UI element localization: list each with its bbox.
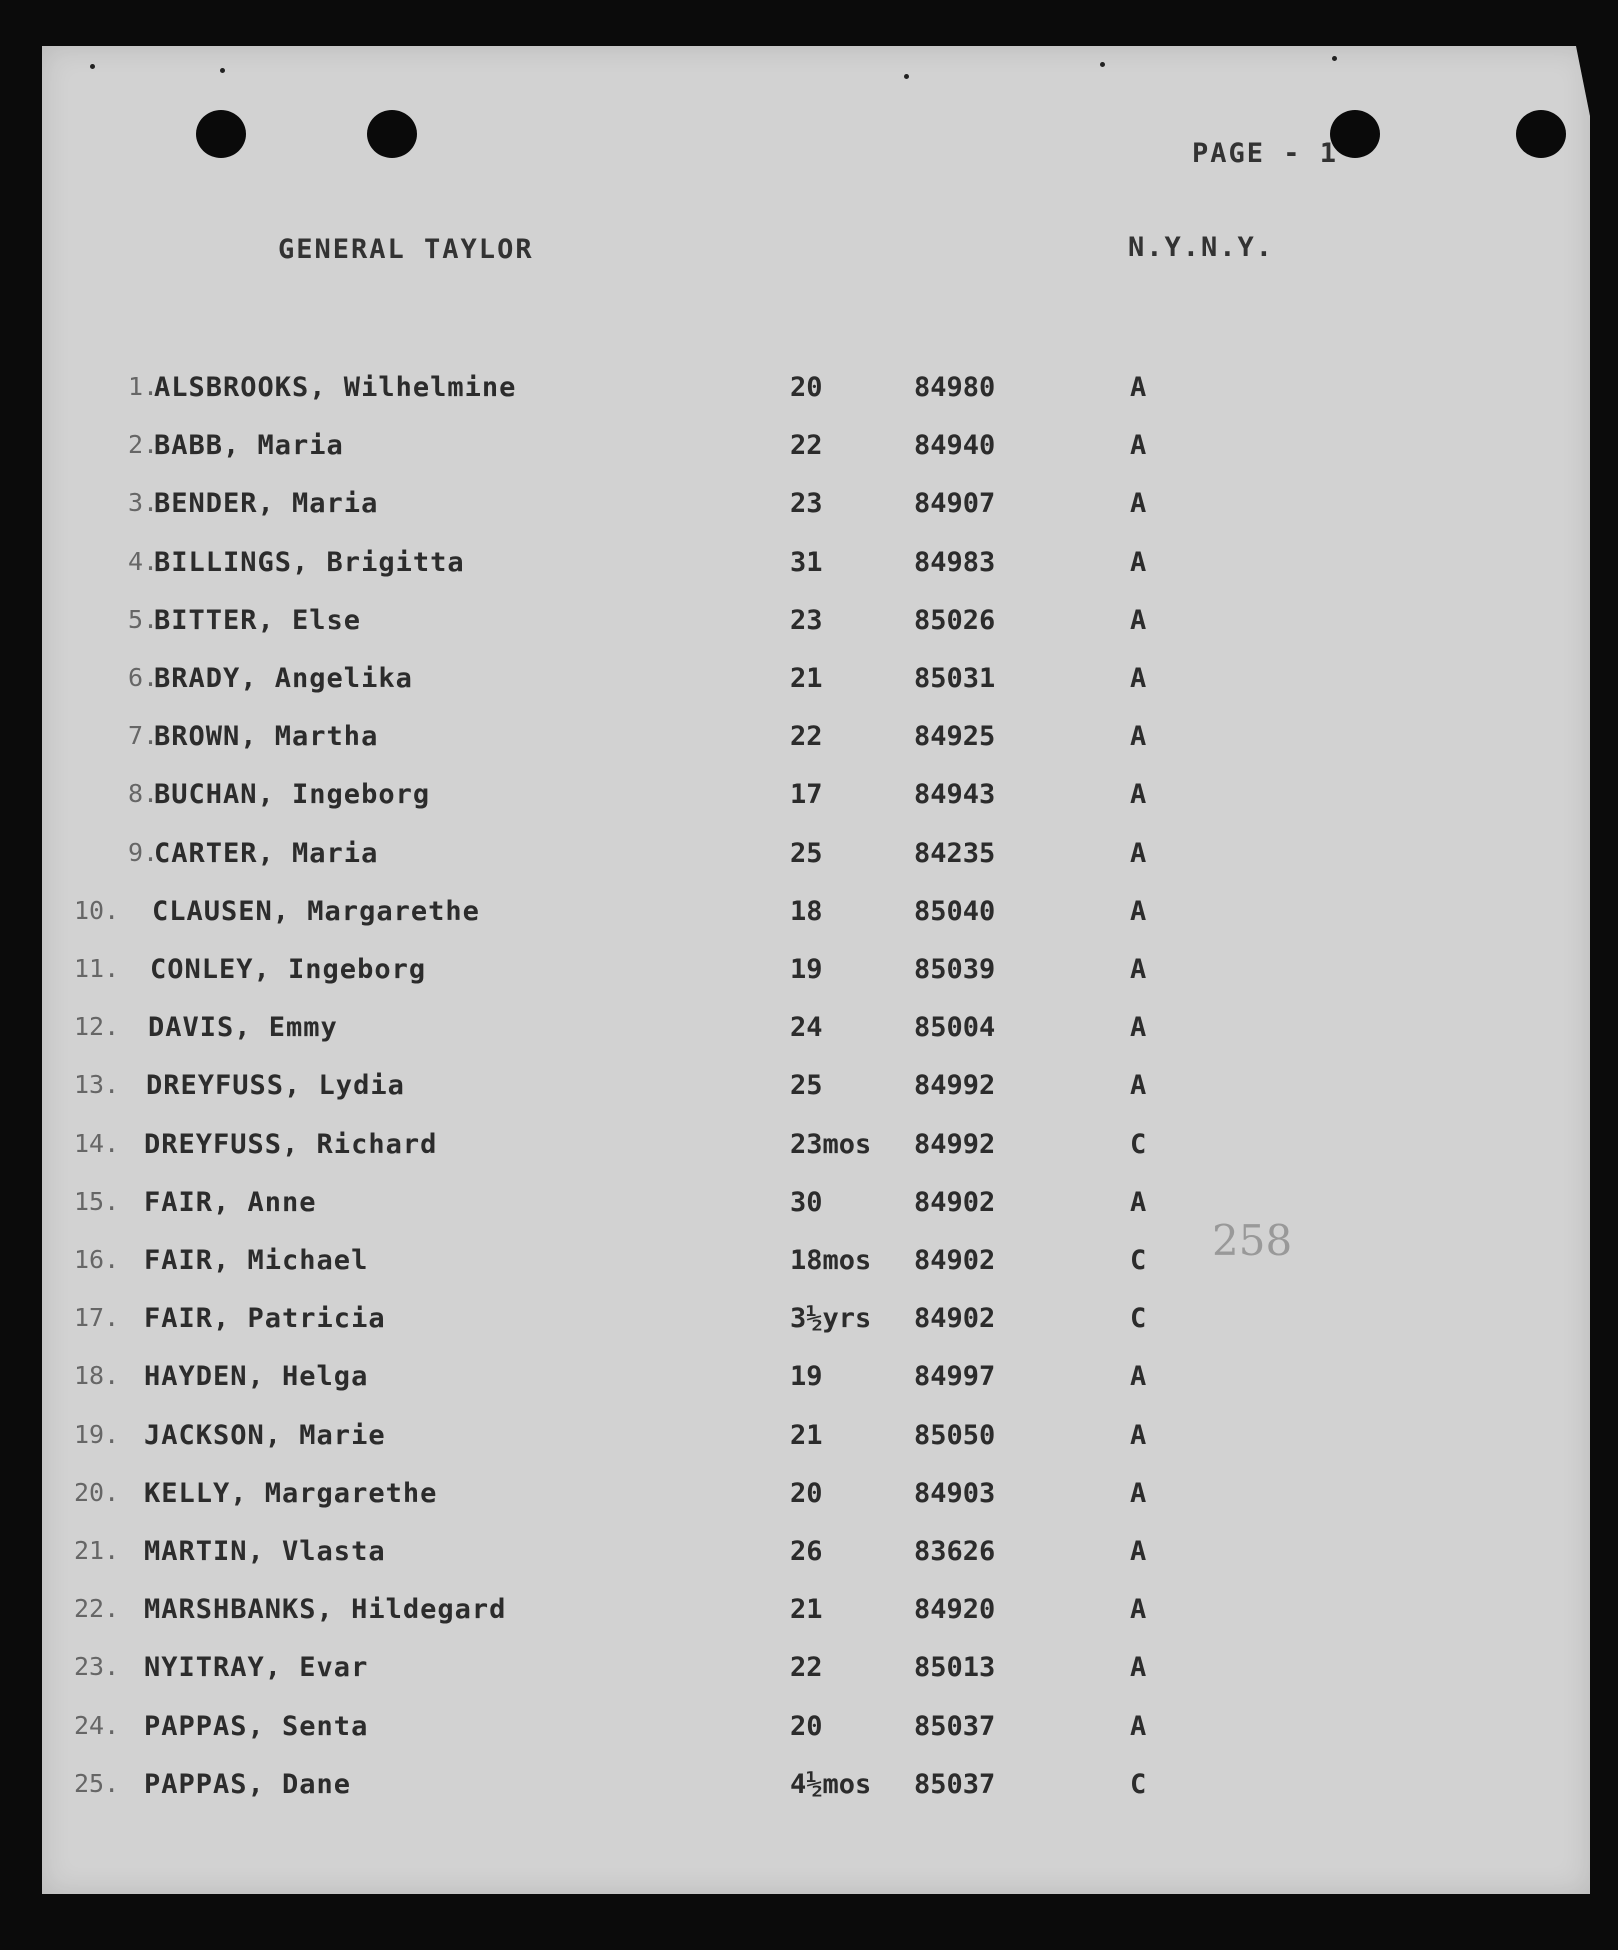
row-number: 23.: [74, 1652, 120, 1681]
table-row: [42, 547, 1590, 587]
passenger-class: A: [1130, 605, 1147, 636]
passenger-age: 22: [790, 430, 823, 461]
port-code: N.Y.N.Y.: [1128, 232, 1275, 263]
passenger-name: CLAUSEN, Margarethe: [152, 896, 480, 927]
table-row: [42, 1187, 1590, 1227]
passenger-class: A: [1130, 1420, 1147, 1451]
passenger-name: PAPPAS, Senta: [144, 1711, 369, 1742]
passenger-class: A: [1130, 896, 1147, 927]
passenger-class: A: [1130, 838, 1147, 869]
passenger-age: 19: [790, 954, 823, 985]
passenger-age: 17: [790, 779, 823, 810]
passenger-name: MARSHBANKS, Hildegard: [144, 1594, 507, 1625]
passenger-id: 85040: [914, 896, 996, 927]
passenger-name: BUCHAN, Ingeborg: [154, 779, 431, 810]
passenger-id: 84992: [914, 1070, 996, 1101]
passenger-id: 85037: [914, 1769, 996, 1800]
passenger-id: 84992: [914, 1129, 996, 1160]
passenger-name: CONLEY, Ingeborg: [150, 954, 427, 985]
torn-corner: [1576, 46, 1590, 116]
passenger-class: C: [1130, 1303, 1147, 1334]
passenger-age: 20: [790, 1478, 823, 1509]
table-row: [42, 605, 1590, 645]
passenger-name: BRADY, Angelika: [154, 663, 413, 694]
passenger-age: 25: [790, 838, 823, 869]
passenger-id: 84902: [914, 1245, 996, 1276]
row-number: 24.: [74, 1711, 120, 1740]
passenger-class: C: [1130, 1245, 1147, 1276]
passenger-class: A: [1130, 547, 1147, 578]
row-number: 9.: [128, 838, 159, 867]
table-row: [42, 1769, 1590, 1809]
passenger-id: 85031: [914, 663, 996, 694]
passenger-name: BITTER, Else: [154, 605, 362, 636]
handwritten-annotation: 258: [1212, 1216, 1293, 1265]
row-number: 4.: [128, 547, 159, 576]
passenger-age: 19: [790, 1361, 823, 1392]
passenger-age: 21: [790, 663, 823, 694]
passenger-id: 84902: [914, 1303, 996, 1334]
ink-speck: [1332, 56, 1337, 61]
punch-hole: [196, 110, 246, 158]
row-number: 20.: [74, 1478, 120, 1507]
passenger-class: A: [1130, 1652, 1147, 1683]
row-number: 11.: [74, 954, 120, 983]
passenger-age: 18: [790, 896, 823, 927]
passenger-id: 84920: [914, 1594, 996, 1625]
passenger-id: 84997: [914, 1361, 996, 1392]
passenger-name: DAVIS, Emmy: [148, 1012, 338, 1043]
passenger-id: 84980: [914, 372, 996, 403]
passenger-id: 84235: [914, 838, 996, 869]
passenger-name: HAYDEN, Helga: [144, 1361, 369, 1392]
passenger-id: 84925: [914, 721, 996, 752]
passenger-age: 23: [790, 488, 823, 519]
passenger-class: A: [1130, 1012, 1147, 1043]
table-row: [42, 1478, 1590, 1518]
passenger-class: A: [1130, 663, 1147, 694]
table-row: [42, 430, 1590, 470]
table-row: [42, 1070, 1590, 1110]
page-number: PAGE - 1: [1192, 138, 1339, 169]
row-number: 3.: [128, 488, 159, 517]
passenger-age: 20: [790, 1711, 823, 1742]
row-number: 15.: [74, 1187, 120, 1216]
ship-name: GENERAL TAYLOR: [278, 234, 534, 265]
passenger-age: 31: [790, 547, 823, 578]
table-row: [42, 663, 1590, 703]
table-row: [42, 1129, 1590, 1169]
passenger-class: A: [1130, 1536, 1147, 1567]
passenger-class: A: [1130, 1478, 1147, 1509]
table-row: [42, 1361, 1590, 1401]
row-number: 21.: [74, 1536, 120, 1565]
passenger-name: DREYFUSS, Lydia: [146, 1070, 405, 1101]
passenger-id: 85037: [914, 1711, 996, 1742]
passenger-age: 24: [790, 1012, 823, 1043]
passenger-id: 85039: [914, 954, 996, 985]
table-row: [42, 896, 1590, 936]
table-row: [42, 838, 1590, 878]
row-number: 2.: [128, 430, 159, 459]
passenger-class: C: [1130, 1769, 1147, 1800]
row-number: 8.: [128, 779, 159, 808]
passenger-id: 84902: [914, 1187, 996, 1218]
passenger-class: A: [1130, 372, 1147, 403]
table-row: [42, 1536, 1590, 1576]
row-number: 12.: [74, 1012, 120, 1041]
row-number: 14.: [74, 1129, 120, 1158]
passenger-age: 30: [790, 1187, 823, 1218]
passenger-name: PAPPAS, Dane: [144, 1769, 352, 1800]
row-number: 17.: [74, 1303, 120, 1332]
passenger-name: CARTER, Maria: [154, 838, 379, 869]
passenger-name: FAIR, Patricia: [144, 1303, 386, 1334]
passenger-name: BABB, Maria: [154, 430, 344, 461]
passenger-name: FAIR, Michael: [144, 1245, 369, 1276]
passenger-class: A: [1130, 430, 1147, 461]
table-row: [42, 488, 1590, 528]
passenger-age: 23mos: [790, 1129, 872, 1160]
passenger-class: A: [1130, 1187, 1147, 1218]
passenger-name: FAIR, Anne: [144, 1187, 317, 1218]
row-number: 25.: [74, 1769, 120, 1798]
table-row: [42, 372, 1590, 412]
table-row: [42, 1420, 1590, 1460]
row-number: 5.: [128, 605, 159, 634]
ink-speck: [220, 68, 225, 73]
table-row: [42, 1711, 1590, 1751]
passenger-name: KELLY, Margarethe: [144, 1478, 438, 1509]
passenger-age: 23: [790, 605, 823, 636]
passenger-id: 84943: [914, 779, 996, 810]
row-number: 6.: [128, 663, 159, 692]
table-row: [42, 1012, 1590, 1052]
passenger-class: C: [1130, 1129, 1147, 1160]
table-row: [42, 1594, 1590, 1634]
passenger-id: 85004: [914, 1012, 996, 1043]
passenger-id: 84907: [914, 488, 996, 519]
table-row: [42, 1652, 1590, 1692]
passenger-age: 20: [790, 372, 823, 403]
passenger-class: A: [1130, 954, 1147, 985]
row-number: 22.: [74, 1594, 120, 1623]
passenger-class: A: [1130, 1594, 1147, 1625]
passenger-id: 85026: [914, 605, 996, 636]
row-number: 18.: [74, 1361, 120, 1390]
passenger-id: 85050: [914, 1420, 996, 1451]
table-row: [42, 1303, 1590, 1343]
passenger-name: DREYFUSS, Richard: [144, 1129, 438, 1160]
passenger-name: BENDER, Maria: [154, 488, 379, 519]
passenger-age: 4½mos: [790, 1769, 872, 1800]
passenger-class: A: [1130, 721, 1147, 752]
ink-speck: [904, 74, 909, 79]
passenger-age: 21: [790, 1594, 823, 1625]
punch-hole: [367, 110, 417, 158]
passenger-age: 21: [790, 1420, 823, 1451]
punch-hole: [1516, 110, 1566, 158]
row-number: 10.: [74, 896, 120, 925]
table-row: [42, 779, 1590, 819]
row-number: 1.: [128, 372, 159, 401]
passenger-name: JACKSON, Marie: [144, 1420, 386, 1451]
row-number: 7.: [128, 721, 159, 750]
passenger-class: A: [1130, 1070, 1147, 1101]
ink-speck: [90, 64, 95, 69]
passenger-name: BROWN, Martha: [154, 721, 379, 752]
row-number: 16.: [74, 1245, 120, 1274]
table-row: [42, 1245, 1590, 1285]
passenger-age: 3½yrs: [790, 1303, 872, 1334]
ink-speck: [1100, 62, 1105, 67]
passenger-class: A: [1130, 779, 1147, 810]
passenger-age: 26: [790, 1536, 823, 1567]
passenger-id: 85013: [914, 1652, 996, 1683]
row-number: 13.: [74, 1070, 120, 1099]
passenger-name: ALSBROOKS, Wilhelmine: [154, 372, 517, 403]
passenger-age: 22: [790, 1652, 823, 1683]
row-number: 19.: [74, 1420, 120, 1449]
document-sheet: [42, 46, 1590, 1894]
passenger-class: A: [1130, 1711, 1147, 1742]
passenger-name: NYITRAY, Evar: [144, 1652, 369, 1683]
passenger-age: 25: [790, 1070, 823, 1101]
passenger-name: BILLINGS, Brigitta: [154, 547, 465, 578]
table-row: [42, 721, 1590, 761]
passenger-id: 84903: [914, 1478, 996, 1509]
passenger-id: 84940: [914, 430, 996, 461]
passenger-age: 22: [790, 721, 823, 752]
passenger-id: 83626: [914, 1536, 996, 1567]
passenger-class: A: [1130, 488, 1147, 519]
table-row: [42, 954, 1590, 994]
passenger-age: 18mos: [790, 1245, 872, 1276]
passenger-id: 84983: [914, 547, 996, 578]
passenger-class: A: [1130, 1361, 1147, 1392]
passenger-name: MARTIN, Vlasta: [144, 1536, 386, 1567]
